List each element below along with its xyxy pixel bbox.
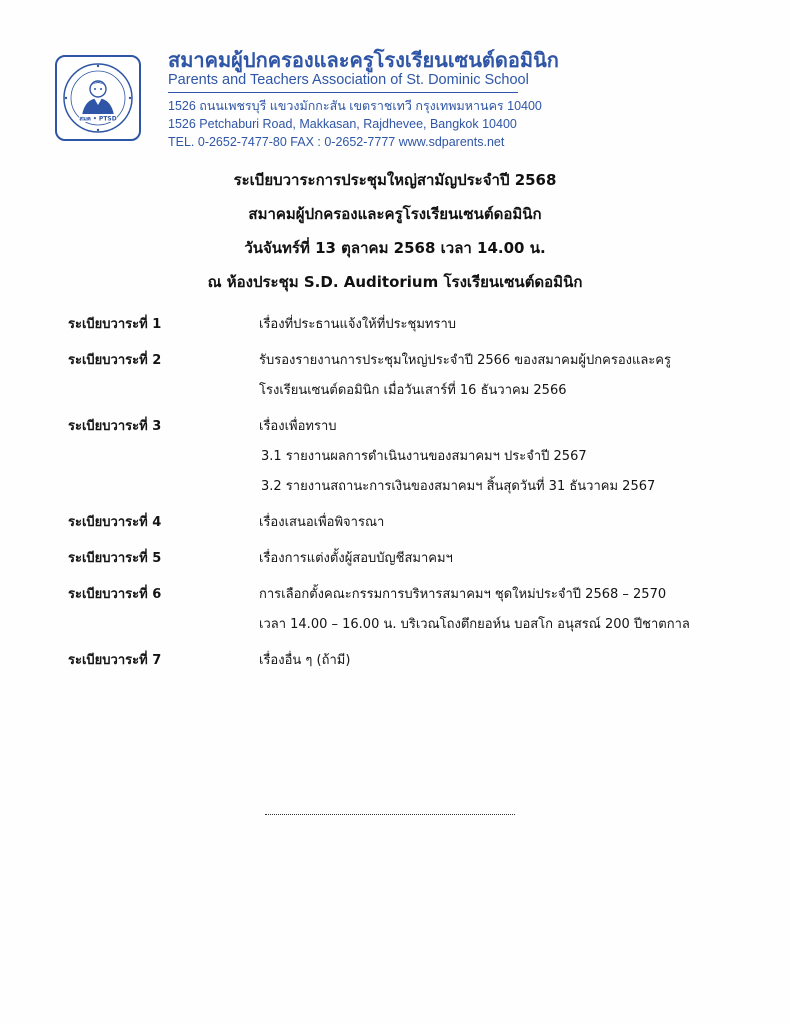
contact-line: TEL. 0-2652-7477-80 FAX : 0-2652-7777 www.sdparents.net <box>168 135 505 149</box>
agenda-item <box>68 508 748 538</box>
agenda-item-text: โรงเรียนเซนต์ดอมินิก เมื่อวันเสาร์ที่ 16 ธันวาคม 2566 <box>259 383 567 398</box>
agenda-item <box>68 646 748 676</box>
agenda-item <box>68 580 748 640</box>
agenda-item-text: เรื่องเสนอเพื่อพิจารณา <box>259 515 385 530</box>
agenda-item-label: ระเบียบวาระที่ 2 <box>68 353 162 368</box>
agenda-item <box>68 346 748 406</box>
logo-badge-text: สมค • PTSD <box>79 115 117 123</box>
org-name-th: สมาคมผู้ปกครองและครูโรงเรียนเซนต์ดอมินิก <box>168 50 559 72</box>
agenda-item <box>68 412 748 502</box>
agenda-subitem-text: 3.2 รายงานสถานะการเงินของสมาคมฯ สิ้นสุดวันที่ 31 ธันวาคม 2567 <box>261 479 656 494</box>
agenda-item-text: เรื่องอื่น ๆ (ถ้ามี) <box>259 653 351 668</box>
agenda-list <box>68 310 748 676</box>
agenda-item-text: การเลือกตั้งคณะกรรมการบริหารสมาคมฯ ชุดใหม่ประจำปี 2568 – 2570 <box>259 587 667 602</box>
dotted-separator <box>265 814 515 815</box>
address-en: 1526 Petchaburi Road, Makkasan, Rajdhevee, Bangkok 10400 <box>168 117 517 131</box>
title-line-3: วันจันทร์ที่ 13 ตุลาคม 2568 เวลา 14.00 น. <box>244 239 546 257</box>
meeting-title <box>0 166 790 302</box>
agenda-item-text: เวลา 14.00 – 16.00 น. บริเวณโถงตึกยอห์น บอสโก อนุสรณ์ 200 ปีชาตกาล <box>259 617 690 632</box>
org-name-en: Parents and Teachers Association of St. Dominic School <box>168 72 529 88</box>
agenda-item-label: ระเบียบวาระที่ 4 <box>68 515 162 530</box>
agenda-item-text: เรื่องเพื่อทราบ <box>259 419 337 434</box>
title-line-4: ณ ห้องประชุม S.D. Auditorium โรงเรียนเซนต์ดอมินิก <box>207 273 583 291</box>
agenda-item-label: ระเบียบวาระที่ 5 <box>68 551 162 566</box>
agenda-item-text: รับรองรายงานการประชุมใหญ่ประจำปี 2566 ของสมาคมผู้ปกครองและครู <box>259 353 671 368</box>
saint-portrait-icon <box>57 57 139 139</box>
agenda-item-label: ระเบียบวาระที่ 6 <box>68 587 162 602</box>
agenda-item-label: ระเบียบวาระที่ 7 <box>68 653 162 668</box>
agenda-item-label: ระเบียบวาระที่ 3 <box>68 419 162 434</box>
agenda-item-text: เรื่องการแต่งตั้งผู้สอบบัญชีสมาคมฯ <box>259 551 453 566</box>
agenda-item-text: เรื่องที่ประธานแจ้งให้ที่ประชุมทราบ <box>259 317 457 332</box>
letterhead-divider <box>168 92 518 93</box>
agenda-subitem-text: 3.1 รายงานผลการดำเนินงานของสมาคมฯ ประจำปี 2567 <box>261 449 587 464</box>
title-line-2: สมาคมผู้ปกครองและครูโรงเรียนเซนต์ดอมินิก <box>248 205 542 223</box>
letterhead <box>168 50 559 151</box>
agenda-item <box>68 544 748 574</box>
association-logo <box>55 55 141 141</box>
agenda-item-label: ระเบียบวาระที่ 1 <box>68 317 162 332</box>
agenda-item <box>68 310 748 340</box>
address-th: 1526 ถนนเพชรบุรี แขวงมักกะสัน เขตราชเทวี กรุงเทพมหานคร 10400 <box>168 99 542 113</box>
title-line-1: ระเบียบวาระการประชุมใหญ่สามัญประจำปี 2568 <box>233 171 557 189</box>
